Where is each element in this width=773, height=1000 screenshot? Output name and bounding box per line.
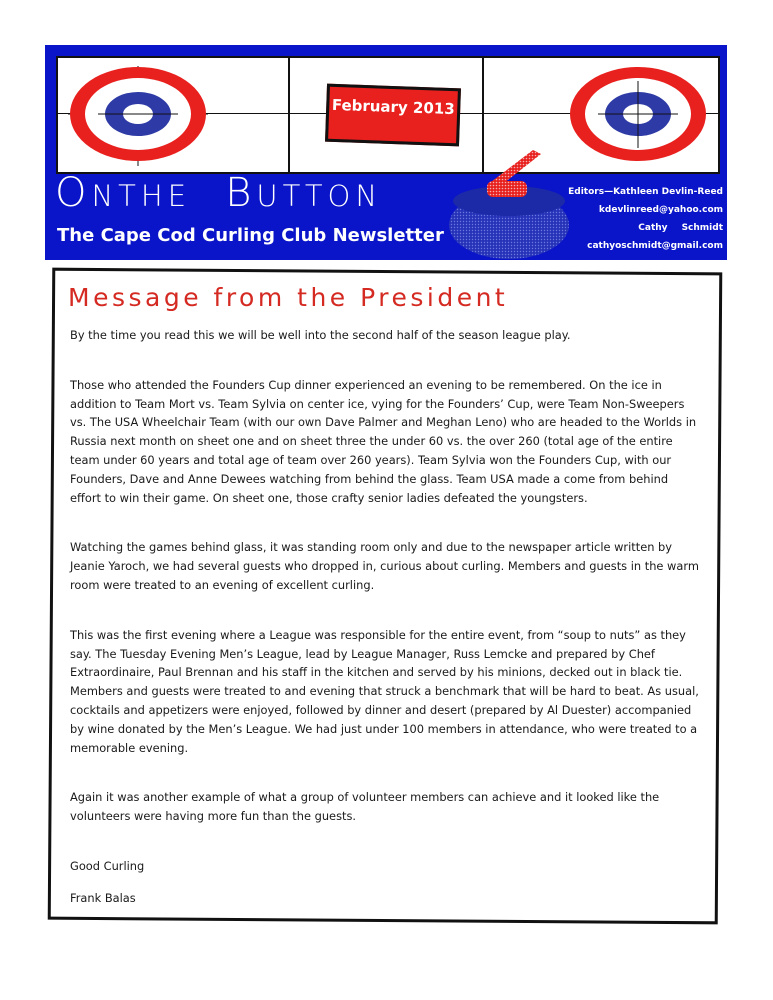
newsletter-title: ONTHE BUTTON (55, 170, 383, 216)
article-heading: Message from the President (68, 283, 509, 312)
issue-date-badge (325, 84, 461, 147)
editor-last-name: Schmidt (681, 223, 723, 233)
article-paragraph: By the time you read this we will be well into the second half of the season league play. (70, 328, 571, 342)
sheet-line (288, 58, 290, 172)
article-paragraph: This was the first evening where a League was responsible for the entire event, from “soup to nuts” as they say. The Tuesday Evening Men’s League, lead by League Manager, Russ Lemcke and prepared by Chef Extraordinaire, Paul Brennan and his staff in the kitchen and served by his minions, decked out in black tie. Members and guests were treated to and evening that struck a benchmark that will be hard to beat. As usual, cocktails and appetizers were enjoyed, followed by dinner and desert (prepared by Al Duester) accompanied by wine donated by the Men’s League. We had just under 100 members in attendance, who were treated to a memorable evening. (70, 627, 699, 755)
curling-stone-icon (447, 145, 582, 263)
curling-sheet-graphic (56, 56, 720, 174)
article-body (70, 326, 702, 921)
issue-date: February 2013 (331, 95, 456, 119)
editors-info (568, 183, 723, 255)
house-target-icon-left (68, 66, 208, 166)
editor-first-name: Cathy (638, 223, 668, 233)
signature: Frank Balas (70, 890, 136, 905)
closing-line: Good Curling (70, 858, 145, 873)
article-paragraph: Watching the games behind glass, it was standing room only and due to the newspaper article written by Jeanie Yaroch, we had several guests who dropped in, curious about curling. Members and guests in the warm room were treated to an evening of excellent curling. (70, 540, 699, 592)
editor-email[interactable]: cathyoschmidt@gmail.com (587, 241, 723, 251)
article-paragraph: Again it was another example of what a group of volunteer members can achieve and it looked like the volunteers were having more fun than the guests. (70, 790, 660, 824)
house-target-icon-right (568, 66, 708, 166)
editor-email[interactable]: kdevlinreed@yahoo.com (598, 205, 723, 215)
editors-label: Editors—Kathleen Devlin-Reed (568, 187, 723, 197)
newsletter-banner (45, 45, 727, 260)
editor-name (568, 219, 723, 237)
newsletter-subtitle: The Cape Cod Curling Club Newsletter (57, 225, 444, 246)
article-paragraph: Those who attended the Founders Cup dinner experienced an evening to be remembered. On the ice in addition to Team Mort vs. Team Sylvia on center ice, vying for the Founders’ Cup, were Team Non-Sweepers vs. The USA Wheelchair Team (with our own Dave Palmer and Meghan Leno) who are headed to the Worlds in Russia next month on sheet one and on sheet three the under 60 vs. the over 260 (total age of the entire team under 60 years and total age of team over 260 years). Team Sylvia won the Founders Cup, with our Founders, Dave and Anne Dewees watching from behind the glass. Team USA made a come from behind effort to win their game. On sheet one, those crafty senior ladies defeated the youngsters. (70, 377, 697, 505)
